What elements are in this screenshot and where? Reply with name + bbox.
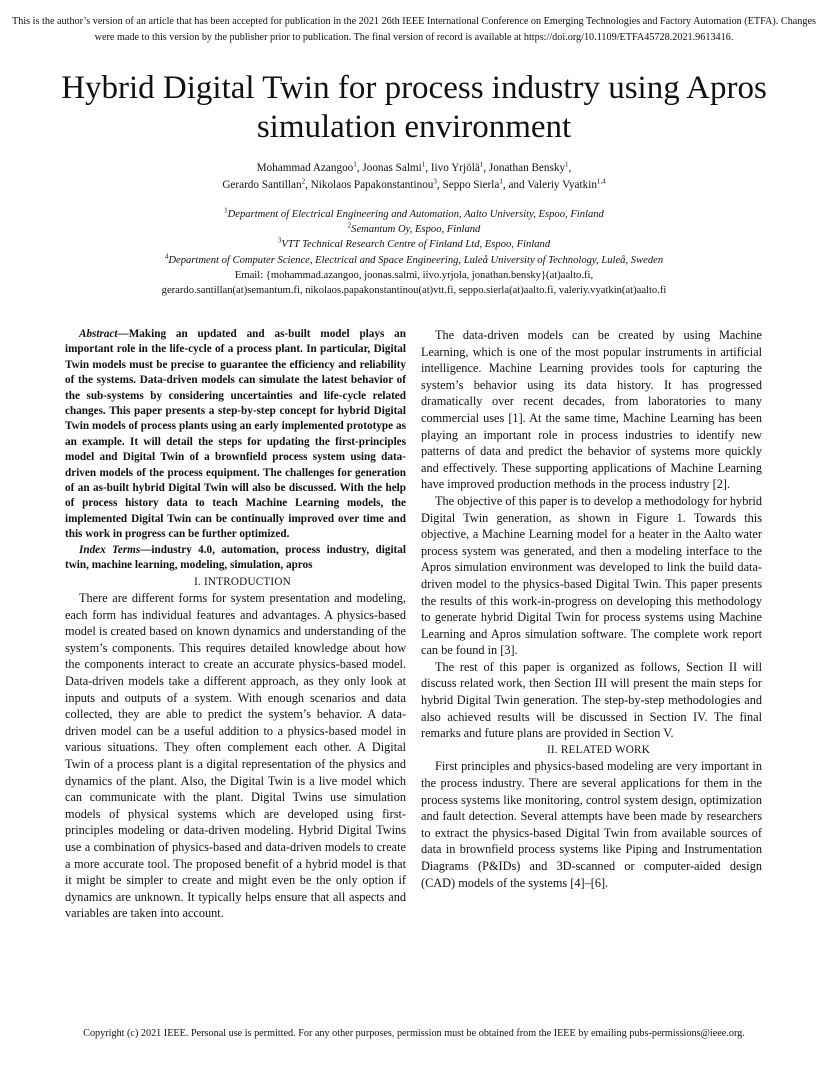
author-affiliation-mark: 3 <box>433 177 437 186</box>
author-name: Valeriy Vyatkin <box>527 179 597 191</box>
author-affiliation-mark: 1,4 <box>596 177 606 186</box>
left-column <box>65 327 406 922</box>
affiliation: $^2$Semantum Oy, Espoo, Finland <box>347 221 481 236</box>
author-affiliation-mark: 1 <box>421 160 426 169</box>
email-line: Email: {mohammad.azangoo, joonas.salmi, iivo.yrjola, jonathan.bensky}(at)aalto.fi, <box>234 269 594 281</box>
paragraph-introduction: There are different forms for system presentation and modeling, each form has individual features and advantages. A physics-based model is created based on known dynamics and understanding of the system’s components. This requires detailed knowledge about how the components interact to create an accurate physics-based model. Data-driven models take a different approach, as they only look at inputs and outputs of a system. With enough scenarios and data collected, they are able to predict the system’s behavior. A data-driven model can be a useful addition to a physics-based model in various situations. They often complement each other. A Digital Twin of a process plant is a digital representation of the physics and dynamics of the plant. Also, the Digital Twin is a live model which can communicate with the plant. Digital Twins use simulation models of physical systems which are developed using first-principles modeling or data-driven modeling. Hybrid Digital Twins use a combination of physics-based and data-driven models to create a more accurate tool. The proposed benefit of a hybrid model is that it might be simpler to create and might even be the only option if dynamics are unknown. It typically helps ensure that all aspects and variables are taken into account. <box>65 591 406 921</box>
author-name: Gerardo Santillan <box>222 179 302 191</box>
section-heading-introduction: I. INTRODUCTION <box>194 575 291 588</box>
author-name: Nikolaos Papakonstantinou <box>310 179 434 191</box>
abstract <box>65 327 406 543</box>
email-line: gerardo.santillan(at)semantum.fi, nikolaos.papakonstantinou(at)vtt.fi, seppo.sierla(at)aalto.fi, valeriy.vyatkin(at)aalto.fi <box>161 285 667 297</box>
author-list: Mohammad Azangoo$^1$, Joonas Salmi$^1$, Iivo Yrjölä$^1$, Jonathan Bensky$^1$, Gerardo Santillan$^2$, Nikolaos Papakonstantinou$^3$, Seppo Sierla$^1$, and Valeriy Vyatkin$^{1,4}$ <box>222 160 606 191</box>
author-affiliation-mark: 1 <box>565 160 569 169</box>
paragraph-related-work: First principles and physics-based modeling are very important in the process industry. There are several applications for them in the process systems like monitoring, control system design, optimization and fault detection. Several attempts have been made by researchers to extract the physics-based Digital Twin from available sources of data in brownfield process systems like Piping and Instrumentation Diagrams (P&IDs) and 3D-scanned or computer-aided design (CAD) models of the systems [4]–[6]. <box>421 759 762 890</box>
author-affiliation-mark: 1 <box>479 160 484 169</box>
publication-notice: This is the author’s version of an article that has been accepted for publication in the 2021 26th IEEE International Conference on Emerging Technologies and Factory Automation (ETFA). Changes were made to this version by the publisher prior to publication. The final version of record is available at https://doi.org/10.1109/ETFA45728.2021.9613416. <box>12 16 816 43</box>
author-name: Iivo Yrjölä <box>430 162 480 174</box>
affiliation: $^3$VTT Technical Research Centre of Finland Ltd, Espoo, Finland <box>277 236 551 251</box>
index-terms-text: —industry 4.0, automation, process industry, digital twin, machine learning, modeling, simulation, apros <box>65 543 406 572</box>
affiliation: $^1$Department of Electrical Engineering and Automation, Aalto University, Espoo, Finland <box>224 206 604 220</box>
affiliation: $^4$Department of Computer Science, Electrical and Space Engineering, Luleå University of Technology, Luleå, Sweden <box>164 252 664 266</box>
author-name: Joonas Salmi <box>362 162 422 174</box>
author-name: Mohammad Azangoo <box>256 162 354 174</box>
index-terms-label: Index Terms <box>79 543 141 556</box>
paragraph: The objective of this paper is to develop a methodology for hybrid Digital Twin generation, as shown in Figure 1. Towards this objective, a Machine Learning model for a heater in the Aalto water process system was generated, and then a modeling interface to the Apros simulation environment was developed to link the build data-driven model to the physics-based Digital Twin. This paper presents the results of this work-in-progress on developing this methodology to generate hybrid Digital Twin for process systems using Machine Learning and Apros simulation software. The complete work report can be found in [3]. <box>421 493 762 658</box>
abstract-label: Abstract <box>79 328 118 340</box>
paragraph: The data-driven models can be created by using Machine Learning, which is one of the most popular instruments in artificial intelligence. Machine Learning provides tools for capturing the system’s behavior using its data history. It has progressed dramatically over recent decades, from laboratories to many commercial uses [1]. At the same time, Machine Learning has been playing an important role in process industries to identify new patterns of data and predict the behavior of systems more quickly and effectively. These supporting applications of Machine Learning have improved production methods in the process industry [2]. <box>421 328 762 492</box>
author-affiliation-mark: 2 <box>301 177 306 186</box>
affiliation-list <box>20 207 808 298</box>
abstract-text: —Making an updated and as-built model plays an important role in the life-cycle of a process plant. In particular, Digital Twin models must be precise to guarantee the efficiency and reliability of the systems. Data-driven models can simulate the latest behavior of the sub-systems by considering uncertainties and life-cycle related changes. This paper presents a step-by-step concept for hybrid Digital Twin models of process plants using an early implemented prototype as an example. It will detail the steps for updating the first-principles model and Digital Twin of a brownfield process system using data-driven models of the process equipment. The challenges for generation of an as-built hybrid Digital Twin will also be discussed. With the help of process history data to teach Machine Learning models, the implemented Digital Twin can be continually improved over time and this work in progress can be further optimized. <box>65 328 406 541</box>
index-terms <box>65 543 406 574</box>
right-column <box>421 327 762 891</box>
section-heading-related-work: II. RELATED WORK <box>547 743 650 756</box>
author-affiliation-mark: 1 <box>353 160 357 169</box>
paragraph: The rest of this paper is organized as follows, Section II will discuss related work, then Section III will present the main steps for hybrid Digital Twin generation. The step-by-step methodologies and also achieved results will be discussed in Section IV. The final remarks and future plans are provided in Section V. <box>421 659 762 741</box>
copyright-footer: Copyright (c) 2021 IEEE. Personal use is permitted. For any other purposes, permission must be obtained from the IEEE by emailing pubs-permissions@ieee.org. <box>83 1028 745 1039</box>
author-name: Jonathan Bensky <box>488 162 566 174</box>
author-name: Seppo Sierla <box>442 179 500 191</box>
author-affiliation-mark: 1 <box>499 177 503 186</box>
paper-title: Hybrid Digital Twin for process industry using Apros simulation environment <box>61 70 767 145</box>
